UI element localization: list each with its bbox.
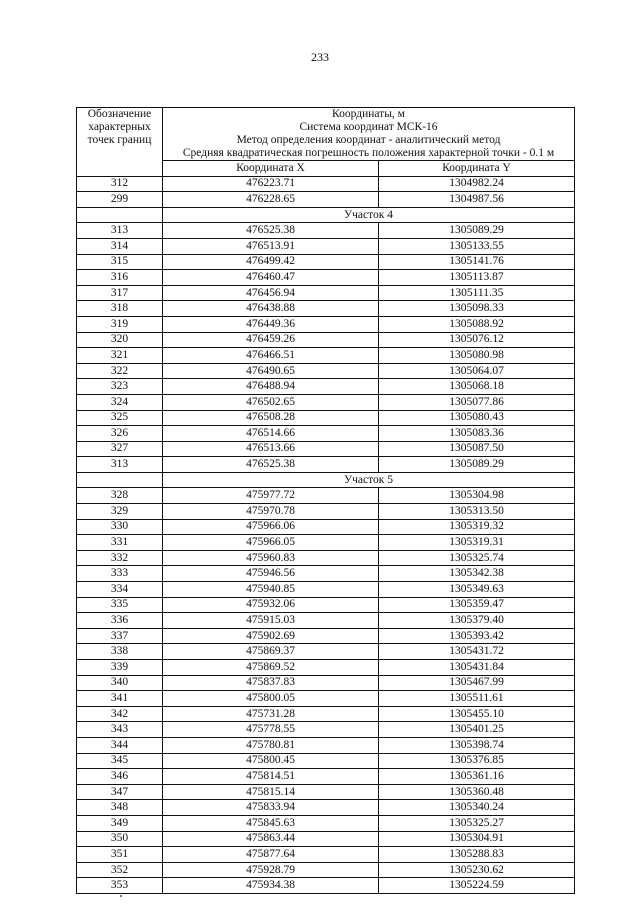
coordinate-y-cell: 1305080.43 bbox=[379, 410, 575, 426]
coordinate-x-cell: 475934.38 bbox=[163, 878, 379, 894]
point-id-cell: 314 bbox=[77, 238, 163, 254]
coordinate-y-cell: 1305342.38 bbox=[379, 566, 575, 582]
table-row bbox=[77, 332, 575, 348]
coordinate-y-cell: 1305340.24 bbox=[379, 800, 575, 816]
table-row bbox=[77, 410, 575, 426]
coordinate-x-cell: 476502.65 bbox=[163, 394, 379, 410]
table-row bbox=[77, 784, 575, 800]
point-id-cell: 322 bbox=[77, 363, 163, 379]
coordinate-x-cell: 475960.83 bbox=[163, 550, 379, 566]
header-left-line: точек границ bbox=[87, 134, 152, 146]
coordinate-y-cell: 1305393.42 bbox=[379, 628, 575, 644]
point-id-cell: 353 bbox=[77, 878, 163, 894]
coordinate-y-cell: 1305083.36 bbox=[379, 426, 575, 442]
coordinate-x-cell: 476460.47 bbox=[163, 270, 379, 286]
table-row bbox=[77, 675, 575, 691]
table-row bbox=[77, 363, 575, 379]
point-id-cell: 345 bbox=[77, 753, 163, 769]
point-id-cell: 349 bbox=[77, 815, 163, 831]
coordinate-y-cell: 1305361.16 bbox=[379, 769, 575, 785]
coordinate-x-cell: 476228.65 bbox=[163, 192, 379, 208]
section-spacer bbox=[77, 207, 163, 223]
point-id-cell: 313 bbox=[77, 457, 163, 473]
coordinate-x-cell: 475970.78 bbox=[163, 504, 379, 520]
coordinate-y-cell: 1305511.61 bbox=[379, 691, 575, 707]
point-id-cell: 338 bbox=[77, 644, 163, 660]
coordinate-y-cell: 1305304.91 bbox=[379, 831, 575, 847]
table-row bbox=[77, 737, 575, 753]
coordinate-x-cell: 475966.06 bbox=[163, 519, 379, 535]
table-row bbox=[77, 457, 575, 473]
point-id-cell: 350 bbox=[77, 831, 163, 847]
coordinate-x-cell: 475863.44 bbox=[163, 831, 379, 847]
coordinate-y-cell: 1305088.92 bbox=[379, 316, 575, 332]
coordinate-y-cell: 1305376.85 bbox=[379, 753, 575, 769]
coordinate-x-cell: 475977.72 bbox=[163, 488, 379, 504]
table-row bbox=[77, 519, 575, 535]
coordinate-x-cell: 475946.56 bbox=[163, 566, 379, 582]
point-id-cell: 340 bbox=[77, 675, 163, 691]
table-row bbox=[77, 613, 575, 629]
table-row bbox=[77, 815, 575, 831]
coordinate-y-cell: 1305224.59 bbox=[379, 878, 575, 894]
point-id-cell: 299 bbox=[77, 192, 163, 208]
table-row bbox=[77, 238, 575, 254]
point-id-cell: 326 bbox=[77, 426, 163, 442]
point-id-cell: 324 bbox=[77, 394, 163, 410]
point-id-cell: 332 bbox=[77, 550, 163, 566]
table-row bbox=[77, 847, 575, 863]
table-row bbox=[77, 831, 575, 847]
coordinate-y-cell: 1305319.31 bbox=[379, 535, 575, 551]
coordinate-y-cell: 1305467.99 bbox=[379, 675, 575, 691]
coordinate-x-cell: 475928.79 bbox=[163, 862, 379, 878]
table-row bbox=[77, 628, 575, 644]
coordinate-x-cell: 475833.94 bbox=[163, 800, 379, 816]
coordinate-y-cell: 1305319.32 bbox=[379, 519, 575, 535]
column-header-x: Координата X bbox=[163, 161, 379, 177]
point-id-cell: 316 bbox=[77, 270, 163, 286]
point-id-cell: 333 bbox=[77, 566, 163, 582]
coordinate-x-cell: 476466.51 bbox=[163, 348, 379, 364]
coordinate-x-cell: 475837.83 bbox=[163, 675, 379, 691]
point-id-cell: 328 bbox=[77, 488, 163, 504]
point-id-cell: 315 bbox=[77, 254, 163, 270]
coordinate-y-cell: 1305431.84 bbox=[379, 660, 575, 676]
point-id-cell: 348 bbox=[77, 800, 163, 816]
column-header-y: Координата Y bbox=[379, 161, 575, 177]
coordinate-x-cell: 476508.28 bbox=[163, 410, 379, 426]
point-id-cell: 342 bbox=[77, 706, 163, 722]
coordinate-y-cell: 1305098.33 bbox=[379, 301, 575, 317]
coordinate-x-cell: 476525.38 bbox=[163, 457, 379, 473]
table-row bbox=[77, 488, 575, 504]
coordinate-y-cell: 1305089.29 bbox=[379, 457, 575, 473]
point-id-cell: 341 bbox=[77, 691, 163, 707]
coordinate-x-cell: 475814.51 bbox=[163, 769, 379, 785]
coordinate-x-cell: 475845.63 bbox=[163, 815, 379, 831]
header-left-line: характерных bbox=[88, 121, 151, 133]
table-row bbox=[77, 769, 575, 785]
coordinate-y-cell: 1305401.25 bbox=[379, 722, 575, 738]
coordinate-x-cell: 475869.52 bbox=[163, 660, 379, 676]
point-id-cell: 319 bbox=[77, 316, 163, 332]
coordinate-y-cell: 1305141.76 bbox=[379, 254, 575, 270]
point-designation-header bbox=[77, 108, 163, 177]
table-row bbox=[77, 270, 575, 286]
coordinate-x-cell: 475869.37 bbox=[163, 644, 379, 660]
point-id-cell: 329 bbox=[77, 504, 163, 520]
point-id-cell: 352 bbox=[77, 862, 163, 878]
coordinate-x-cell: 476438.88 bbox=[163, 301, 379, 317]
coordinate-y-cell: 1304987.56 bbox=[379, 192, 575, 208]
coordinate-y-cell: 1305080.98 bbox=[379, 348, 575, 364]
table-row bbox=[77, 722, 575, 738]
coordinate-x-cell: 476459.26 bbox=[163, 332, 379, 348]
point-id-cell: 335 bbox=[77, 597, 163, 613]
coordinate-y-cell: 1305349.63 bbox=[379, 582, 575, 598]
point-id-cell: 325 bbox=[77, 410, 163, 426]
coordinates-table bbox=[76, 107, 575, 894]
table-row bbox=[77, 504, 575, 520]
table-row bbox=[77, 176, 575, 192]
point-id-cell: 318 bbox=[77, 301, 163, 317]
point-id-cell: 317 bbox=[77, 285, 163, 301]
coordinate-x-cell: 475966.05 bbox=[163, 535, 379, 551]
coordinate-y-cell: 1305077.86 bbox=[379, 394, 575, 410]
header-row bbox=[77, 108, 575, 161]
point-id-cell: 344 bbox=[77, 737, 163, 753]
table-row bbox=[77, 660, 575, 676]
coordinate-y-cell: 1305064.07 bbox=[379, 363, 575, 379]
table-row bbox=[77, 644, 575, 660]
coordinate-x-cell: 476456.94 bbox=[163, 285, 379, 301]
coordinate-y-cell: 1305398.74 bbox=[379, 737, 575, 753]
point-id-cell: 346 bbox=[77, 769, 163, 785]
coordinate-y-cell: 1305288.83 bbox=[379, 847, 575, 863]
coordinate-system-label: Система координат МСК-16 bbox=[299, 121, 438, 133]
coordinate-x-cell: 476513.66 bbox=[163, 441, 379, 457]
coordinate-x-cell: 476490.65 bbox=[163, 363, 379, 379]
coordinates-unit-label: Координаты, м bbox=[332, 108, 405, 120]
table-row bbox=[77, 550, 575, 566]
point-id-cell: 336 bbox=[77, 613, 163, 629]
coordinate-x-cell: 475902.69 bbox=[163, 628, 379, 644]
coordinate-x-cell: 475780.81 bbox=[163, 737, 379, 753]
coordinate-x-cell: 475815.14 bbox=[163, 784, 379, 800]
section-title: Участок 4 bbox=[163, 207, 575, 223]
point-id-cell: 331 bbox=[77, 535, 163, 551]
coordinate-y-cell: 1304982.24 bbox=[379, 176, 575, 192]
coordinate-x-cell: 476513.91 bbox=[163, 238, 379, 254]
table-row bbox=[77, 348, 575, 364]
coordinate-x-cell: 475778.55 bbox=[163, 722, 379, 738]
header-left-line: Обозначение bbox=[87, 108, 152, 120]
table-row bbox=[77, 254, 575, 270]
coordinate-y-cell: 1305325.27 bbox=[379, 815, 575, 831]
point-id-cell: 330 bbox=[77, 519, 163, 535]
point-id-cell: 327 bbox=[77, 441, 163, 457]
coordinates-header bbox=[163, 108, 575, 161]
section-title: Участок 5 bbox=[163, 472, 575, 488]
table-row bbox=[77, 441, 575, 457]
point-id-cell: 323 bbox=[77, 379, 163, 395]
section-spacer bbox=[77, 472, 163, 488]
coordinate-y-cell: 1305325.74 bbox=[379, 550, 575, 566]
point-id-cell: 351 bbox=[77, 847, 163, 863]
point-id-cell: 312 bbox=[77, 176, 163, 192]
coordinates-table-body bbox=[77, 108, 575, 894]
accuracy-label: Средняя квадратическая погрешность положения характерной точки - 0.1 м bbox=[182, 147, 555, 159]
table-row bbox=[77, 566, 575, 582]
method-label: Метод определения координат - аналитический метод bbox=[236, 134, 501, 146]
point-id-cell: 339 bbox=[77, 660, 163, 676]
table-row bbox=[77, 862, 575, 878]
coordinate-x-cell: 476525.38 bbox=[163, 223, 379, 239]
point-id-cell: 347 bbox=[77, 784, 163, 800]
table-row bbox=[77, 285, 575, 301]
coordinate-x-cell: 475877.64 bbox=[163, 847, 379, 863]
coordinate-x-cell: 475731.28 bbox=[163, 706, 379, 722]
coordinate-y-cell: 1305076.12 bbox=[379, 332, 575, 348]
coordinate-x-cell: 475940.85 bbox=[163, 582, 379, 598]
table-row bbox=[77, 535, 575, 551]
coordinate-y-cell: 1305360.48 bbox=[379, 784, 575, 800]
table-row bbox=[77, 706, 575, 722]
coordinate-y-cell: 1305087.50 bbox=[379, 441, 575, 457]
table-row bbox=[77, 753, 575, 769]
coordinate-x-cell: 475800.05 bbox=[163, 691, 379, 707]
coordinate-x-cell: 476499.42 bbox=[163, 254, 379, 270]
coordinate-y-cell: 1305113.87 bbox=[379, 270, 575, 286]
point-id-cell: 337 bbox=[77, 628, 163, 644]
table-row bbox=[77, 878, 575, 894]
coordinate-x-cell: 476223.71 bbox=[163, 176, 379, 192]
table-row bbox=[77, 301, 575, 317]
table-row bbox=[77, 691, 575, 707]
table-row bbox=[77, 192, 575, 208]
table-row bbox=[77, 426, 575, 442]
scan-speck bbox=[120, 895, 122, 897]
table-row bbox=[77, 800, 575, 816]
coordinate-y-cell: 1305431.72 bbox=[379, 644, 575, 660]
point-id-cell: 343 bbox=[77, 722, 163, 738]
section-row bbox=[77, 472, 575, 488]
coordinate-x-cell: 475800.45 bbox=[163, 753, 379, 769]
coordinate-x-cell: 476488.94 bbox=[163, 379, 379, 395]
coordinate-x-cell: 476514.66 bbox=[163, 426, 379, 442]
section-row bbox=[77, 207, 575, 223]
page-number: 233 bbox=[311, 50, 329, 64]
table-row bbox=[77, 316, 575, 332]
coordinate-x-cell: 475915.03 bbox=[163, 613, 379, 629]
table-row bbox=[77, 394, 575, 410]
point-id-cell: 313 bbox=[77, 223, 163, 239]
coordinate-y-cell: 1305304.98 bbox=[379, 488, 575, 504]
point-id-cell: 320 bbox=[77, 332, 163, 348]
point-id-cell: 321 bbox=[77, 348, 163, 364]
coordinate-x-cell: 476449.36 bbox=[163, 316, 379, 332]
coordinate-y-cell: 1305379.40 bbox=[379, 613, 575, 629]
coordinate-y-cell: 1305089.29 bbox=[379, 223, 575, 239]
coordinate-y-cell: 1305111.35 bbox=[379, 285, 575, 301]
coordinate-y-cell: 1305455.10 bbox=[379, 706, 575, 722]
coordinate-y-cell: 1305359.47 bbox=[379, 597, 575, 613]
table-row bbox=[77, 223, 575, 239]
coordinate-x-cell: 475932.06 bbox=[163, 597, 379, 613]
coordinate-y-cell: 1305230.62 bbox=[379, 862, 575, 878]
coordinate-y-cell: 1305313.50 bbox=[379, 504, 575, 520]
coordinate-y-cell: 1305068.18 bbox=[379, 379, 575, 395]
table-row bbox=[77, 582, 575, 598]
coordinate-y-cell: 1305133.55 bbox=[379, 238, 575, 254]
table-row bbox=[77, 597, 575, 613]
point-id-cell: 334 bbox=[77, 582, 163, 598]
table-row bbox=[77, 379, 575, 395]
